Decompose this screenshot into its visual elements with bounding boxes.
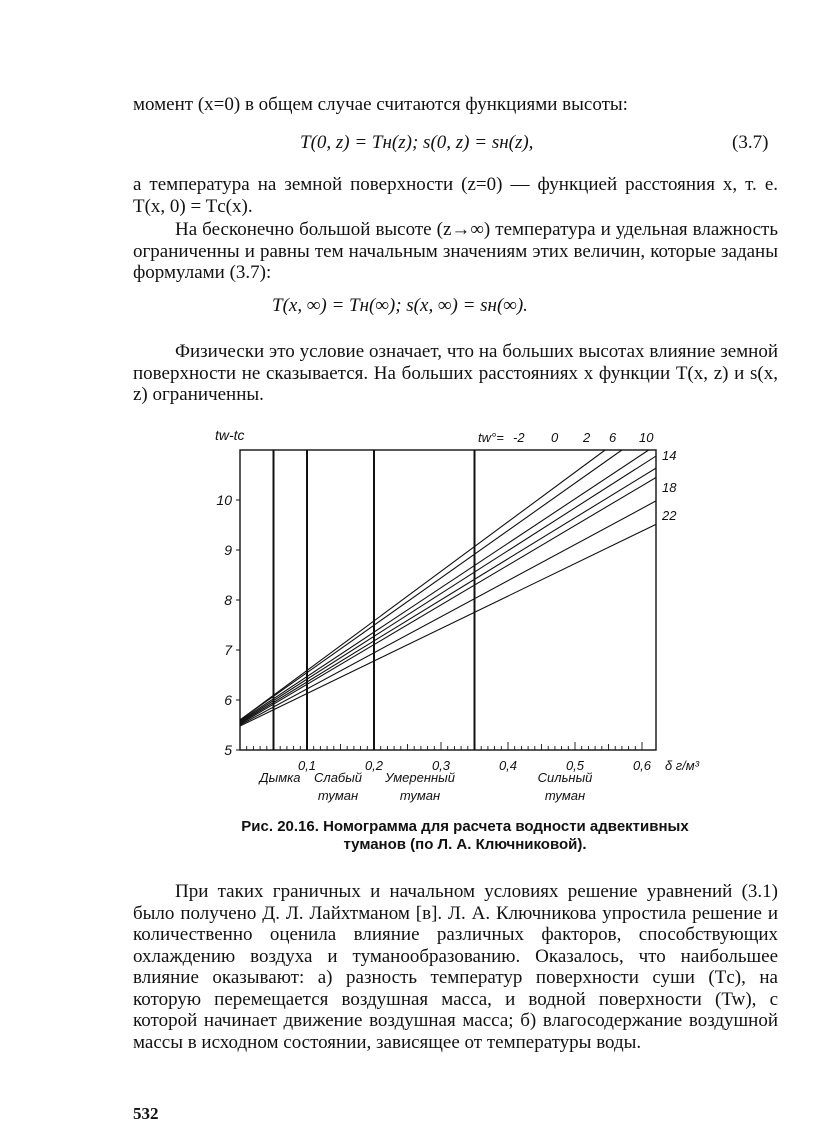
x-tick-label: 0,3	[431, 758, 451, 773]
paragraph-physical-meaning: Физически это условие означает, что на больших высотах влияние земной поверхности не сказывается. На больших расстояниях x функции T(x, z) и s(x, z) ограниченны.	[133, 341, 778, 405]
y-tick-label: 9	[224, 542, 232, 558]
right-label-tw: 14	[662, 448, 677, 463]
fog-category-label: туман	[317, 788, 359, 803]
top-label-tw: 2	[583, 430, 591, 445]
chart-axes	[215, 427, 700, 773]
series-line-tw-18	[240, 501, 656, 725]
x-unit-label: δ г/м³	[664, 758, 700, 773]
fog-category-label: Сильный	[537, 770, 593, 785]
y-tick-label: 7	[224, 642, 232, 658]
fog-category-label: Дымка	[259, 770, 301, 785]
top-label-tw: 10	[639, 430, 654, 445]
x-tick-label: 0,2	[364, 758, 384, 773]
series-line-tw--2	[240, 450, 605, 720]
page-number: 532	[133, 1104, 159, 1123]
y-axis-label: tw-tc	[215, 427, 245, 443]
formula-infinity: T(x, ∞) = Tн(∞); s(x, ∞) = sн(∞).	[272, 295, 528, 316]
figure-caption-line-2: туманов (по Л. А. Ключниковой).	[343, 836, 587, 853]
figure-caption-line-1: Рис. 20.16. Номограмма для расчета водности адвективных	[241, 818, 689, 835]
chart-frame	[240, 450, 656, 750]
top-label-tw: 6	[609, 430, 617, 445]
formula-3-7: T(0, z) = Tн(z); s(0, z) = sн(z),	[300, 132, 534, 153]
y-tick-label: 6	[224, 692, 232, 708]
x-tick-label: 0,4	[498, 758, 518, 773]
series-line-tw-2	[240, 450, 649, 721]
fog-category-label: туман	[544, 788, 586, 803]
y-tick-label: 10	[216, 492, 232, 508]
right-label-tw: 22	[662, 508, 677, 523]
top-label-tw: 0	[551, 430, 559, 445]
paragraph-solution: При таких граничных и начальном условиях решение уравнений (3.1) было получено Д. Л. Лайхтманом [в]. Л. А. Ключникова упростила решение и количественно оценила влияние различных факторов, способствующих охлаждению воздуха и туманообразованию. Оказалось, что наибольшее влияние оказывают: а) разность температур поверхности суши (Tс), на которую перемещается воздушная масса, и водной поверхности (Tw), с которой начинает движение воздушная масса; б) влагосодержание воздушной массы в исходном состоянии, зависящее от температуры воды.	[133, 881, 778, 1053]
y-tick-label: 8	[224, 592, 232, 608]
x-tick-label: 0,1	[297, 758, 317, 773]
fog-boundary-lines	[274, 450, 475, 750]
series-line-tw-0	[240, 450, 622, 720]
fog-category-label: Слабый	[313, 770, 363, 785]
series-line-tw-6	[240, 456, 656, 722]
series-line-tw-10	[240, 468, 656, 723]
fog-category-label: туман	[399, 788, 441, 803]
equation-number: (3.7)	[732, 132, 769, 153]
y-tick-label: 5	[224, 742, 232, 758]
chart-series	[240, 450, 656, 726]
top-label-prefix: tw°=	[478, 430, 504, 445]
paragraph-surface-temperature: а температура на земной поверхности (z=0) — функцией расстояния x, т. е. T(x, 0) = Tс(x).	[133, 174, 778, 217]
paragraph-infinite-height: На бесконечно большой высоте (z→∞) температура и удельная влажность ограниченны и равны тем начальным значениям этих величин, которые заданы формулами (3.7):	[133, 219, 778, 283]
x-tick-label: 0,5	[565, 758, 585, 773]
paragraph-intro: момент (x=0) в общем случае считаются функциями высоты:	[133, 94, 628, 115]
top-label-tw: -2	[513, 430, 525, 445]
right-label-tw: 18	[662, 480, 677, 495]
series-line-tw-22	[240, 524, 656, 726]
fog-category-label: Умеренный	[385, 770, 455, 785]
series-line-tw-14	[240, 478, 656, 724]
x-tick-label: 0,6	[632, 758, 652, 773]
